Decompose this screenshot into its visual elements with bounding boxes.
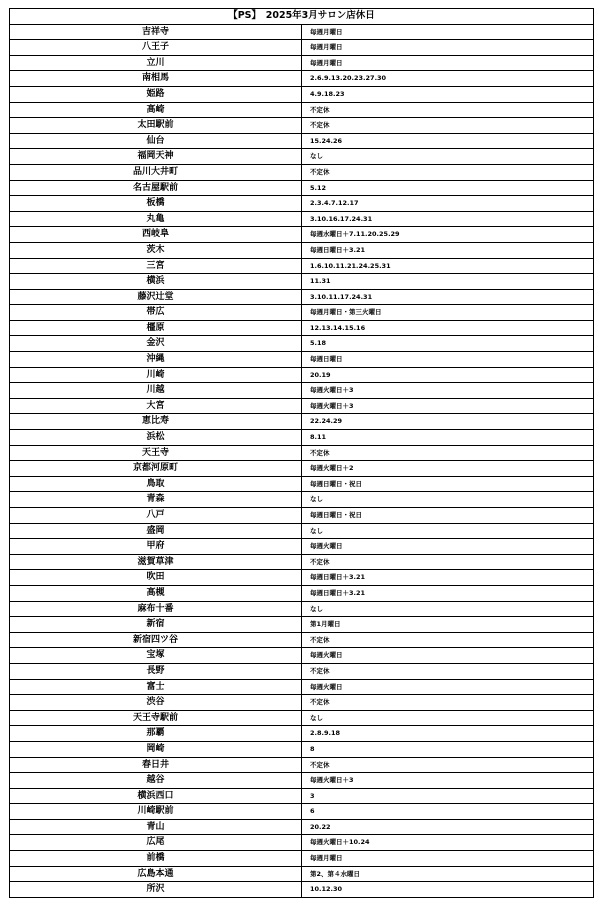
holiday-cell: 4.9.18.23 [302, 86, 594, 102]
table-row [10, 289, 594, 305]
holiday-cell: 不定休 [302, 695, 594, 711]
table-row [10, 617, 594, 633]
holiday-cell: 12.13.14.15.16 [302, 320, 594, 336]
table-row [10, 773, 594, 789]
holiday-cell: なし [302, 492, 594, 508]
holiday-cell: 毎週火曜日＋10.24 [302, 835, 594, 851]
holiday-cell: 不定休 [302, 757, 594, 773]
store-name-cell: 鳥取 [10, 476, 302, 492]
table-row [10, 710, 594, 726]
holiday-cell: 毎週火曜日 [302, 679, 594, 695]
store-name-cell: 甲府 [10, 539, 302, 555]
store-name-cell: 福岡天神 [10, 149, 302, 165]
store-name-cell: 吹田 [10, 570, 302, 586]
table-row [10, 118, 594, 134]
table-row [10, 554, 594, 570]
table-row [10, 24, 594, 40]
holiday-cell: 6 [302, 804, 594, 820]
store-name-cell: 帯広 [10, 305, 302, 321]
holiday-cell: 毎週火曜日＋3 [302, 383, 594, 399]
table-row [10, 539, 594, 555]
store-name-cell: 姫路 [10, 86, 302, 102]
table-row [10, 430, 594, 446]
table-row [10, 102, 594, 118]
title-row [10, 9, 594, 25]
store-name-cell: 春日井 [10, 757, 302, 773]
store-name-cell: 沖縄 [10, 352, 302, 368]
store-name-cell: 青山 [10, 819, 302, 835]
table-row [10, 570, 594, 586]
sheet-title: 【PS】 2025年3月サロン店休日 [10, 9, 594, 25]
table-row [10, 632, 594, 648]
holiday-cell: 不定休 [302, 118, 594, 134]
store-name-cell: 広尾 [10, 835, 302, 851]
store-name-cell: 広島本通 [10, 866, 302, 882]
store-name-cell: 立川 [10, 55, 302, 71]
holiday-cell: 毎週火曜日＋3 [302, 398, 594, 414]
holiday-cell: 不定休 [302, 164, 594, 180]
store-name-cell: 高槻 [10, 585, 302, 601]
store-name-cell: 三宮 [10, 258, 302, 274]
table-row [10, 133, 594, 149]
table-row [10, 476, 594, 492]
table-row [10, 367, 594, 383]
store-name-cell: 仙台 [10, 133, 302, 149]
store-name-cell: 青森 [10, 492, 302, 508]
holiday-cell: なし [302, 601, 594, 617]
table-row [10, 726, 594, 742]
table-row [10, 663, 594, 679]
store-name-cell: 横浜西口 [10, 788, 302, 804]
holiday-cell: 毎週月曜日 [302, 55, 594, 71]
table-row [10, 320, 594, 336]
table-row [10, 180, 594, 196]
holiday-cell: なし [302, 523, 594, 539]
holiday-cell: 毎週月曜日・第三火曜日 [302, 305, 594, 321]
store-name-cell: 滋賀草津 [10, 554, 302, 570]
store-name-cell: 橿原 [10, 320, 302, 336]
holiday-cell: 20.22 [302, 819, 594, 835]
store-name-cell: 富士 [10, 679, 302, 695]
store-name-cell: 藤沢辻堂 [10, 289, 302, 305]
store-name-cell: 川崎 [10, 367, 302, 383]
holiday-cell: 毎週火曜日＋3 [302, 773, 594, 789]
table-row [10, 804, 594, 820]
table-row [10, 741, 594, 757]
table-row [10, 71, 594, 87]
table-row [10, 274, 594, 290]
table-row [10, 851, 594, 867]
holiday-cell: 毎週日曜日＋3.21 [302, 242, 594, 258]
table-row [10, 788, 594, 804]
store-name-cell: 金沢 [10, 336, 302, 352]
holiday-cell: 5.18 [302, 336, 594, 352]
holiday-cell: 22.24.29 [302, 414, 594, 430]
table-row [10, 585, 594, 601]
holiday-cell: 毎週火曜日 [302, 648, 594, 664]
table-row [10, 164, 594, 180]
holiday-cell: 毎週日曜日＋3.21 [302, 585, 594, 601]
table-row [10, 305, 594, 321]
table-row [10, 336, 594, 352]
table-row [10, 383, 594, 399]
table-row [10, 242, 594, 258]
table-row [10, 679, 594, 695]
table-row [10, 258, 594, 274]
holiday-cell: なし [302, 710, 594, 726]
holiday-cell: 毎週月曜日 [302, 40, 594, 56]
store-name-cell: 川崎駅前 [10, 804, 302, 820]
table-row [10, 352, 594, 368]
holiday-cell: 不定休 [302, 102, 594, 118]
store-name-cell: 那覇 [10, 726, 302, 742]
store-name-cell: 板橋 [10, 196, 302, 212]
table-row [10, 55, 594, 71]
table-row [10, 40, 594, 56]
table-row [10, 398, 594, 414]
holiday-cell: 3.10.11.17.24.31 [302, 289, 594, 305]
holiday-cell: 10.12.30 [302, 882, 594, 898]
holiday-cell: 毎週月曜日 [302, 24, 594, 40]
store-name-cell: 丸亀 [10, 211, 302, 227]
table-row [10, 882, 594, 898]
table-row [10, 196, 594, 212]
store-name-cell: 麻布十番 [10, 601, 302, 617]
store-name-cell: 天王寺 [10, 445, 302, 461]
holiday-cell: 毎週水曜日＋7.11.20.25.29 [302, 227, 594, 243]
holiday-sheet [9, 8, 594, 898]
store-name-cell: 浜松 [10, 430, 302, 446]
store-name-cell: 大宮 [10, 398, 302, 414]
holiday-cell: 11.31 [302, 274, 594, 290]
holiday-cell: 8 [302, 741, 594, 757]
table-row [10, 523, 594, 539]
holiday-cell: 20.19 [302, 367, 594, 383]
store-name-cell: 品川大井町 [10, 164, 302, 180]
holiday-cell: 8.11 [302, 430, 594, 446]
salon-holiday-table [9, 8, 594, 898]
store-name-cell: 盛岡 [10, 523, 302, 539]
holiday-cell: 第1月曜日 [302, 617, 594, 633]
table-row [10, 648, 594, 664]
table-row [10, 757, 594, 773]
table-row [10, 866, 594, 882]
holiday-cell: 不定休 [302, 445, 594, 461]
store-name-cell: 新宿四ツ谷 [10, 632, 302, 648]
store-name-cell: 渋谷 [10, 695, 302, 711]
table-row [10, 601, 594, 617]
store-name-cell: 天王寺駅前 [10, 710, 302, 726]
table-row [10, 695, 594, 711]
store-name-cell: 所沢 [10, 882, 302, 898]
holiday-cell: なし [302, 149, 594, 165]
table-row [10, 227, 594, 243]
holiday-cell: 毎週月曜日 [302, 851, 594, 867]
store-name-cell: 川越 [10, 383, 302, 399]
store-name-cell: 吉祥寺 [10, 24, 302, 40]
store-name-cell: 長野 [10, 663, 302, 679]
store-name-cell: 宝塚 [10, 648, 302, 664]
holiday-cell: 1.6.10.11.21.24.25.31 [302, 258, 594, 274]
store-name-cell: 南相馬 [10, 71, 302, 87]
table-row [10, 149, 594, 165]
table-row [10, 211, 594, 227]
store-name-cell: 越谷 [10, 773, 302, 789]
table-row [10, 819, 594, 835]
store-name-cell: 恵比寿 [10, 414, 302, 430]
holiday-cell: 不定休 [302, 632, 594, 648]
store-name-cell: 新宿 [10, 617, 302, 633]
holiday-cell: 毎週日曜日・祝日 [302, 476, 594, 492]
store-name-cell: 西岐阜 [10, 227, 302, 243]
store-name-cell: 名古屋駅前 [10, 180, 302, 196]
holiday-cell: 3 [302, 788, 594, 804]
holiday-cell: 毎週日曜日＋3.21 [302, 570, 594, 586]
holiday-cell: 15.24.26 [302, 133, 594, 149]
holiday-cell: 毎週日曜日 [302, 352, 594, 368]
store-name-cell: 八戸 [10, 508, 302, 524]
table-row [10, 445, 594, 461]
holiday-cell: 2.8.9.18 [302, 726, 594, 742]
store-name-cell: 岡崎 [10, 741, 302, 757]
holiday-cell: 2.3.4.7.12.17 [302, 196, 594, 212]
store-name-cell: 高崎 [10, 102, 302, 118]
store-name-cell: 茨木 [10, 242, 302, 258]
holiday-cell: 毎週日曜日・祝日 [302, 508, 594, 524]
store-name-cell: 横浜 [10, 274, 302, 290]
holiday-cell: 3.10.16.17.24.31 [302, 211, 594, 227]
table-row [10, 492, 594, 508]
table-row [10, 414, 594, 430]
holiday-cell: 第2、第４水曜日 [302, 866, 594, 882]
holiday-cell: 5.12 [302, 180, 594, 196]
table-row [10, 508, 594, 524]
store-name-cell: 八王子 [10, 40, 302, 56]
table-body [10, 24, 594, 897]
holiday-cell: 毎週火曜日 [302, 539, 594, 555]
store-name-cell: 前橋 [10, 851, 302, 867]
store-name-cell: 京都河原町 [10, 461, 302, 477]
table-row [10, 86, 594, 102]
holiday-cell: 2.6.9.13.20.23.27.30 [302, 71, 594, 87]
table-row [10, 461, 594, 477]
holiday-cell: 毎週火曜日＋2 [302, 461, 594, 477]
holiday-cell: 不定休 [302, 663, 594, 679]
holiday-cell: 不定休 [302, 554, 594, 570]
store-name-cell: 太田駅前 [10, 118, 302, 134]
table-row [10, 835, 594, 851]
